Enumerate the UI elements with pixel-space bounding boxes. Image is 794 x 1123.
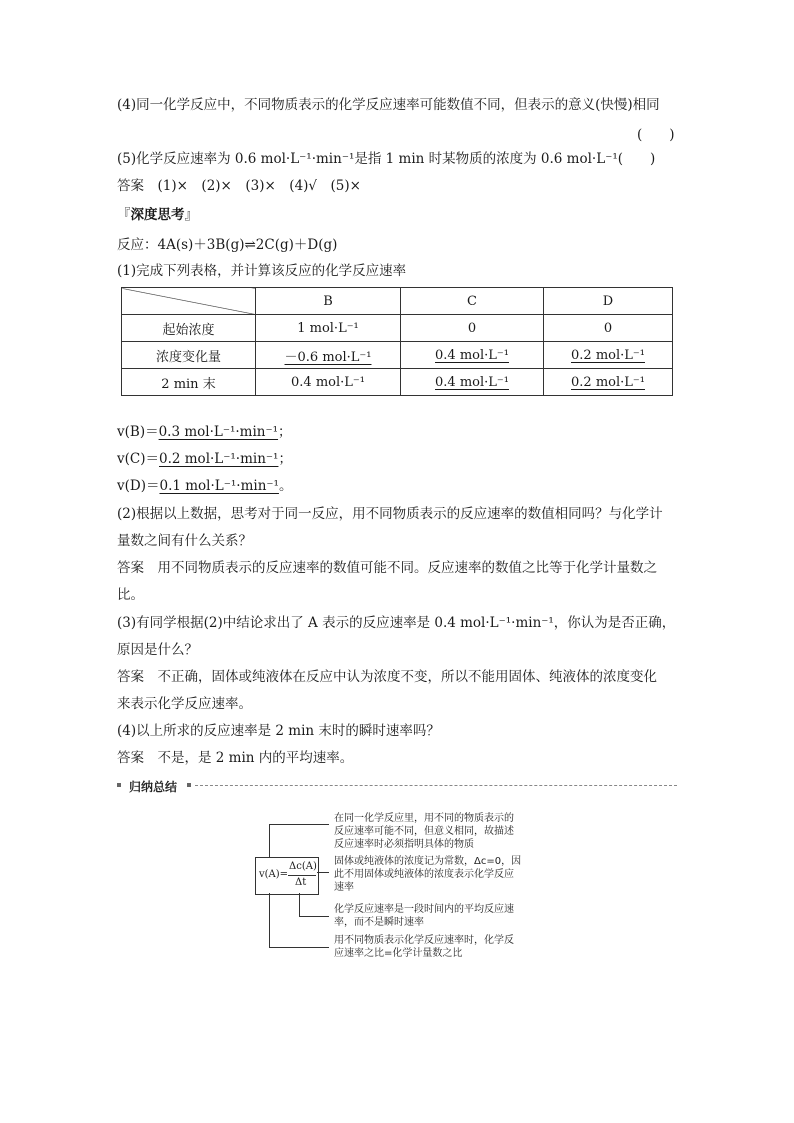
- connector-line: [299, 916, 329, 917]
- note-line: 反应速率时必须指明具体的物质: [334, 839, 474, 850]
- connector-line: [269, 947, 329, 948]
- question-2-line-1: (2)根据以上数据，思考对于同一反应，用不同物质表示的反应速率的数值相同吗？与化学计: [117, 506, 663, 522]
- answer-fill: 0.2 mol·L⁻¹: [571, 347, 645, 363]
- note-line: 应速率之比=化学计量数之比: [334, 948, 463, 959]
- note-line: 速率: [334, 882, 354, 893]
- rate-vD: [117, 477, 292, 495]
- rate-vB: [117, 423, 292, 441]
- note-line: 此不用固体或纯液体的浓度表示化学反应: [334, 869, 514, 880]
- square-bullet-icon: [187, 783, 191, 787]
- row-label: 2 min 末: [122, 369, 256, 396]
- note-4: [334, 934, 514, 960]
- connector-line: [269, 824, 329, 825]
- summary-divider: [195, 785, 677, 786]
- judge-item-4: (4)同一化学反应中，不同物质表示的化学反应速率可能数值不同，但表示的意义(快慢)相同: [117, 97, 660, 113]
- formula-left: v(A)=: [259, 869, 289, 880]
- concentration-table: [121, 287, 673, 396]
- answer-4: 答案 不是，是 2 min 内的平均速率。: [117, 750, 354, 766]
- note-line: 在同一化学反应里，用不同的物质表示的: [334, 813, 514, 824]
- table-header-B: B: [256, 288, 401, 315]
- rate-vD-value: 0.1 mol·L⁻¹·min⁻¹: [159, 478, 279, 494]
- connector-line: [317, 872, 329, 873]
- rate-vC-label: v(C)＝: [117, 451, 159, 467]
- row-label: 浓度变化量: [122, 342, 256, 369]
- reaction-equation: 反应：4A(s)＋3B(g)⇌2C(g)＋D(g): [117, 237, 338, 253]
- note-line: 反应速率可能不同，但意义相同，故描述: [334, 826, 514, 837]
- answer-fill: 0.4 mol·L⁻¹: [435, 347, 509, 363]
- formula-denominator: Δt: [295, 877, 307, 888]
- table-cell: 0: [401, 315, 544, 342]
- note-2: [334, 855, 521, 894]
- question-1: (1)完成下列表格，并计算该反应的化学反应速率: [117, 263, 407, 279]
- question-4: (4)以上所求的反应速率是 2 min 末时的瞬时速率吗？: [117, 723, 440, 739]
- rate-vB-suffix: ；: [278, 424, 292, 440]
- table-cell-answer: [544, 369, 673, 396]
- rate-vB-label: v(B)＝: [117, 424, 159, 440]
- connector-line: [269, 824, 270, 857]
- rate-vC-suffix: ；: [278, 451, 292, 467]
- connector-line: [299, 893, 300, 917]
- row-label: 起始浓度: [122, 315, 256, 342]
- note-line: 固体或纯液体的浓度记为常数，Δc=0，因: [334, 856, 522, 867]
- note-line: 率，而不是瞬时速率: [334, 917, 424, 928]
- summary-header: [117, 778, 677, 794]
- formula-numerator: Δc(A): [289, 861, 317, 872]
- section-bracket-left: 『: [117, 207, 131, 223]
- table-cell-answer: [256, 342, 401, 369]
- answer-3-line-1: 答案 不正确，固体或纯液体在反应中认为浓度不变，所以不能用固体、纯液体的浓度变化: [117, 669, 657, 685]
- answer-fill: 0.2 mol·L⁻¹: [571, 374, 645, 390]
- summary-diagram: [255, 810, 555, 960]
- table-cell-answer: [401, 369, 544, 396]
- table-header-C: C: [401, 288, 544, 315]
- note-1: [334, 812, 514, 851]
- answer-fill: －0.6 mol·L⁻¹: [284, 349, 372, 365]
- section-title: 深度思考: [130, 207, 185, 223]
- table-header-D: D: [544, 288, 673, 315]
- table-cell: 1 mol·L⁻¹: [256, 315, 401, 342]
- answer-fill: 0.4 mol·L⁻¹: [435, 374, 509, 390]
- section-header-deep-thinking: [117, 203, 198, 223]
- square-bullet-icon: [117, 783, 121, 787]
- table-row: [122, 369, 673, 396]
- connector-line: [269, 893, 270, 948]
- table-row: [122, 315, 673, 342]
- summary-title: 归纳总结: [129, 780, 178, 794]
- table-cell-answer: [401, 342, 544, 369]
- section-bracket-right: 』: [184, 207, 198, 223]
- table-corner-cell: [122, 288, 256, 315]
- question-3-line-2: 原因是什么？: [117, 642, 198, 658]
- answer-2-line-2: 比。: [117, 587, 144, 603]
- rate-vC-value: 0.2 mol·L⁻¹·min⁻¹: [159, 451, 279, 467]
- table-cell: 0: [544, 315, 673, 342]
- judge-item-5: (5)化学反应速率为 0.6 mol·L⁻¹·min⁻¹是指 1 min 时某物质的浓度为 0.6 mol·L⁻¹( ): [117, 151, 656, 167]
- rate-formula-box: [255, 857, 319, 895]
- table-header-row: [122, 288, 673, 315]
- question-3-line-1: (3)有同学根据(2)中结论求出了 A 表示的反应速率是 0.4 mol·L⁻¹·min⁻¹，你认为是否正确，: [117, 615, 676, 631]
- answer-2-line-1: 答案 用不同物质表示的反应速率的数值可能不同。反应速率的数值之比等于化学计量数之: [117, 560, 657, 576]
- table-row: [122, 342, 673, 369]
- rate-vB-value: 0.3 mol·L⁻¹·min⁻¹: [158, 424, 279, 440]
- table-cell-answer: [544, 342, 673, 369]
- judge-answer: 答案 (1)× (2)× (3)× (4)√ (5)×: [117, 178, 361, 194]
- rate-vC: [117, 450, 292, 468]
- rate-vD-suffix: 。: [278, 478, 293, 494]
- note-line: 用不同物质表示化学反应速率时，化学反: [334, 935, 514, 946]
- note-3: [334, 903, 514, 929]
- question-2-line-2: 量数之间有什么关系？: [117, 533, 252, 549]
- judge-item-4-answer-blank: ( ): [637, 127, 675, 143]
- note-line: 化学反应速率是一段时间内的平均反应速: [334, 904, 514, 915]
- fraction-bar: [288, 875, 316, 876]
- table-cell: 0.4 mol·L⁻¹: [256, 369, 401, 396]
- answer-3-line-2: 来表示化学反应速率。: [117, 696, 252, 712]
- rate-vD-label: v(D)＝: [117, 478, 160, 494]
